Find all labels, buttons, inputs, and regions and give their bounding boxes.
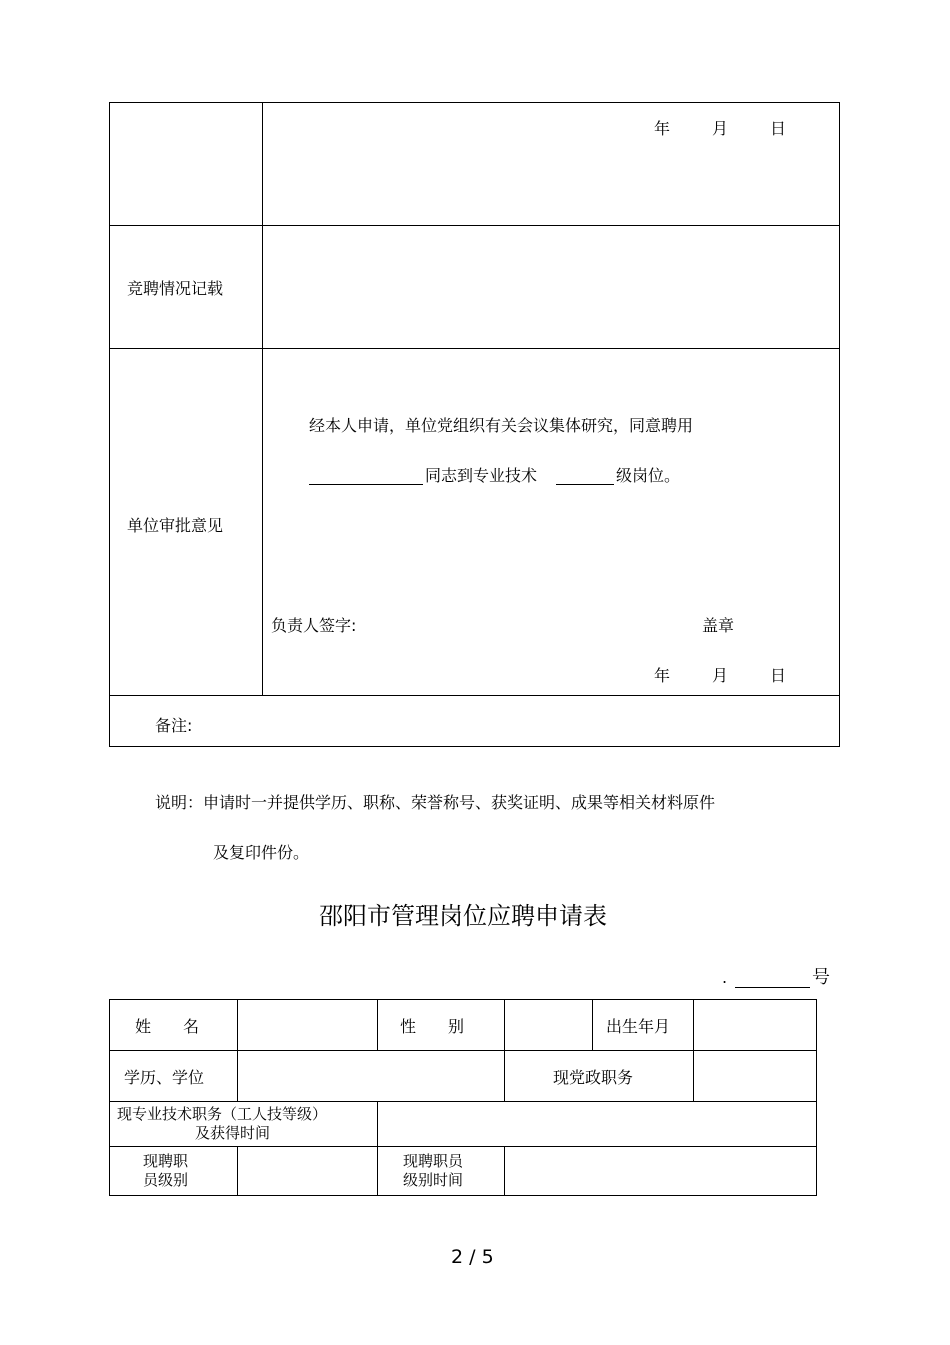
table-column-divider <box>262 102 263 696</box>
signature-label: 负责人签字: <box>271 616 357 635</box>
page-number: 2 / 5 <box>451 1246 494 1268</box>
current-party-post-label: 现党政职务 <box>553 1068 634 1087</box>
table-row-divider <box>109 1101 817 1102</box>
date-day: 日 <box>770 666 787 685</box>
table-row-divider <box>109 225 840 226</box>
number-suffix: 号 <box>812 967 830 988</box>
table-row-divider <box>109 695 840 696</box>
cell-divider <box>592 999 593 1051</box>
seal-label: 盖章 <box>702 616 735 635</box>
table-border-right <box>816 999 817 1196</box>
form-title: 邵阳市管理岗位应聘申请表 <box>319 902 607 930</box>
table-border-left <box>109 102 110 747</box>
date-month: 月 <box>712 119 729 138</box>
table-row-divider <box>109 1146 817 1147</box>
date-day: 日 <box>770 119 787 138</box>
table-border-right <box>839 102 840 747</box>
table-border-left <box>109 999 110 1196</box>
cell-divider <box>504 999 505 1051</box>
name-blank-line <box>309 484 423 485</box>
tech-post-label-line1: 现专业技术职务（工人技等级） <box>117 1105 328 1123</box>
date-month: 月 <box>712 666 729 685</box>
opinion-text-mid: 同志到专业技术 <box>425 466 538 485</box>
gender-label: 性 别 <box>400 1017 465 1036</box>
table-row-divider <box>109 1050 817 1051</box>
note-line2: 及复印件份。 <box>213 843 310 862</box>
staff-level-label-line1: 现聘职 <box>143 1152 189 1170</box>
cell-divider <box>693 1050 694 1102</box>
table-border-top <box>109 999 817 1000</box>
number-prefix: . <box>722 968 728 987</box>
cell-divider <box>377 1146 378 1196</box>
cell-divider <box>377 1101 378 1147</box>
cell-divider <box>693 999 694 1051</box>
remarks-label: 备注: <box>155 716 193 735</box>
cell-divider <box>237 999 238 1051</box>
education-degree-label: 学历、学位 <box>124 1068 205 1087</box>
cell-divider <box>237 1146 238 1196</box>
level-blank-line <box>556 484 614 485</box>
competition-record-label: 竞聘情况记载 <box>127 279 224 298</box>
cell-divider <box>237 1050 238 1102</box>
table-border-bottom <box>109 1195 817 1196</box>
staff-level-label-line2: 员级别 <box>143 1171 189 1189</box>
table-row-divider <box>109 348 840 349</box>
table-border-top <box>109 102 840 103</box>
date-year: 年 <box>654 666 671 685</box>
tech-post-label-line2: 及获得时间 <box>195 1124 271 1142</box>
cell-divider <box>504 1050 505 1102</box>
staff-level-time-label-line1: 现聘职员 <box>403 1152 464 1170</box>
unit-opinion-label: 单位审批意见 <box>127 516 224 535</box>
date-year: 年 <box>654 119 671 138</box>
table-border-bottom <box>109 746 840 747</box>
opinion-text-line1: 经本人申请，单位党组织有关会议集体研究，同意聘用 <box>309 416 694 435</box>
name-label: 姓 名 <box>135 1017 200 1036</box>
note-line1: 说明：申请时一并提供学历、职称、荣誉称号、获奖证明、成果等相关材料原件 <box>155 793 716 812</box>
cell-divider <box>504 1146 505 1196</box>
opinion-text-end: 级岗位。 <box>616 466 681 485</box>
cell-divider <box>377 999 378 1051</box>
staff-level-time-label-line2: 级别时间 <box>403 1171 464 1189</box>
birth-date-label: 出生年月 <box>606 1017 671 1036</box>
number-blank-line <box>735 987 810 988</box>
